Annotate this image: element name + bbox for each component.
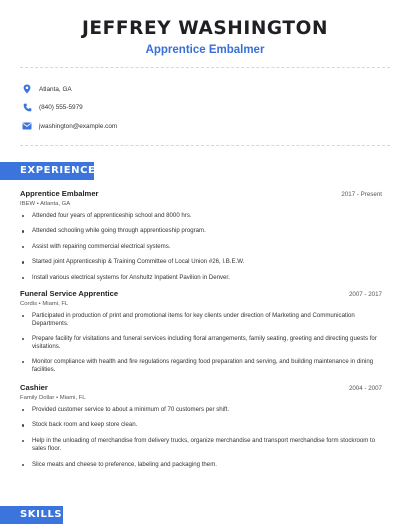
job-entry-2 [20, 289, 382, 374]
candidate-title: Apprentice Embalmer [145, 44, 265, 56]
list-item: Help in the unloading of merchandise from delivery trucks, organize merchandise and transport merchandise form stockroom to sales floor. [20, 437, 382, 454]
list-item: Attended four years of apprenticeship school and 8000 hrs. [20, 212, 382, 220]
experience-section-heading: EXPERIENCE [0, 162, 94, 180]
list-item: Provided customer service to about a minimum of 70 customers per shift. [20, 406, 382, 414]
list-item: Participated in production of print and promotional items for key clients under direction of Marketing and Communication Departments. [20, 312, 382, 329]
envelope-icon [20, 119, 34, 133]
contact-divider [20, 145, 390, 146]
job-title: Funeral Service Apprentice [20, 289, 119, 298]
contact-email [20, 117, 117, 135]
email-text: jwashington@example.com [39, 122, 118, 130]
job-title: Cashier [20, 383, 48, 392]
resume-header [0, 18, 410, 57]
list-item: Install various electrical systems for Anshultz Inpatient Pavilion in Denver. [20, 274, 382, 282]
phone-icon [20, 101, 34, 115]
candidate-name: JEFFREY WASHINGTON [81, 18, 329, 39]
list-item: Slice meats and cheese to preference, labeling and packaging them. [20, 461, 382, 469]
list-item: Monitor compliance with health and fire regulations regarding food preparation and serving, and building maintenance in dining facilities. [20, 358, 382, 375]
contact-list [20, 80, 117, 136]
job-dates: 2007 - 2017 [348, 291, 382, 298]
list-item: Started joint Apprenticeship & Training Committee of Local Union #26, I.B.E.W. [20, 258, 382, 266]
list-item: Stock back room and keep store clean. [20, 421, 382, 429]
job-title: Apprentice Embalmer [20, 189, 99, 198]
list-item: Assist with repairing commercial electrical systems. [20, 243, 382, 251]
list-item: Prepare facility for visitations and funeral services including floral arrangements, family seating, greeting and directing guests for visitations. [20, 335, 382, 352]
list-item: Attended schooling while going through apprenticeship program. [20, 227, 382, 235]
job-entry-3 [20, 383, 382, 469]
job-bullets [20, 312, 382, 374]
job-bullets [20, 212, 382, 282]
job-org: Family Dollar • Miami, FL [20, 395, 86, 401]
skills-section-heading: SKILLS [0, 506, 63, 524]
contact-phone [20, 99, 117, 117]
header-divider [20, 67, 390, 68]
job-bullets [20, 406, 382, 469]
phone-text: (840) 555-5979 [39, 104, 83, 111]
location-text: Atlanta, GA [39, 85, 72, 93]
job-dates: 2017 - Present [341, 191, 382, 198]
job-org: Cordis • Miami, FL [20, 301, 69, 307]
job-dates: 2004 - 2007 [348, 385, 382, 392]
contact-location [20, 80, 117, 98]
job-org: IBEW • Atlanta, GA [20, 201, 71, 207]
job-entry-1 [20, 189, 382, 282]
map-pin-icon [20, 82, 34, 96]
